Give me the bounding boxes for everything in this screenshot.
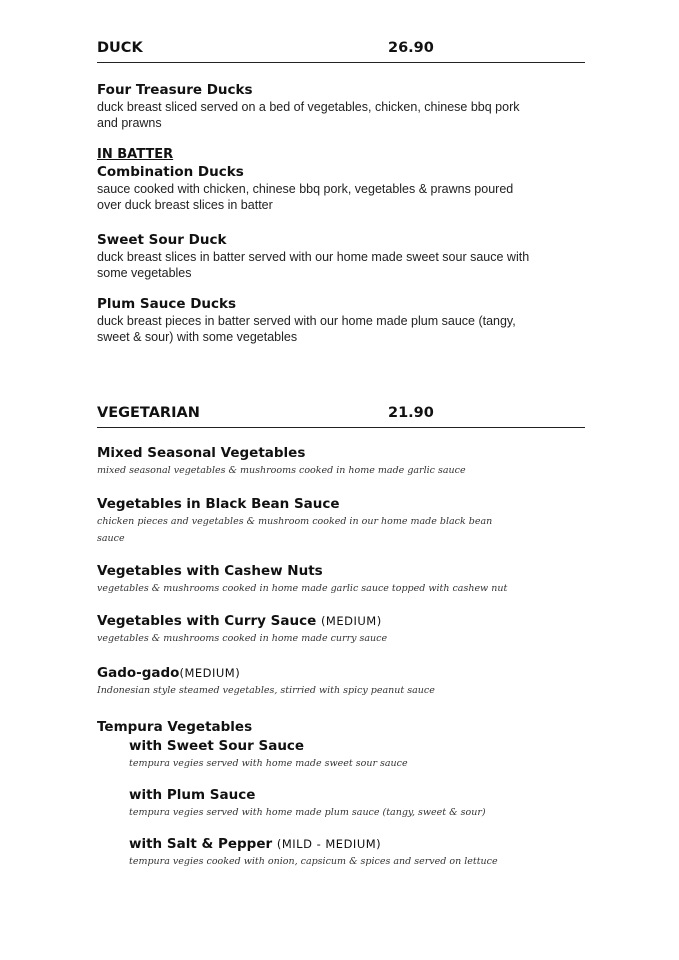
item-description: mixed seasonal vegetables & mushrooms cooked in home made garlic sauce: [97, 465, 466, 476]
tempura-option: [129, 835, 579, 870]
menu-item: [97, 718, 587, 736]
item-description: duck breast sliced served on a bed of vegetables, chicken, chinese bbq pork: [97, 100, 520, 114]
duck-section-header: [97, 40, 585, 63]
item-name: Vegetables in Black Bean Sauce: [97, 496, 340, 512]
item-description: vegetables & mushrooms cooked in home made garlic sauce topped with cashew nut: [97, 583, 508, 594]
item-description: duck breast pieces in batter served with our home made plum sauce (tangy,: [97, 314, 516, 328]
item-description: Indonesian style steamed vegetables, stirried with spicy peanut sauce: [97, 685, 435, 696]
item-description: sweet & sour) with some vegetables: [97, 330, 298, 344]
item-name: with Salt & Pepper: [129, 836, 273, 852]
item-name-row: [129, 835, 579, 853]
menu-item: [97, 562, 587, 597]
item-name: Gado-gado: [97, 665, 180, 681]
in-batter-heading: [97, 146, 587, 163]
item-description: tempura vegies cooked with onion, capsicum & spices and served on lettuce: [129, 856, 498, 867]
menu-item: [97, 231, 587, 281]
section-title: VEGETARIAN: [97, 405, 200, 421]
item-description: tempura vegies served with home made plum sauce (tangy, sweet & sour): [129, 807, 486, 818]
item-name: Vegetables with Curry Sauce: [97, 613, 317, 629]
item-name: Tempura Vegetables: [97, 719, 253, 735]
item-description: vegetables & mushrooms cooked in home made curry sauce: [97, 633, 388, 644]
item-description: some vegetables: [97, 266, 192, 280]
vegetarian-section-header: [97, 405, 585, 428]
item-name: with Plum Sauce: [129, 787, 256, 803]
tempura-option: [129, 737, 579, 772]
item-description: sauce cooked with chicken, chinese bbq pork, vegetables & prawns poured: [97, 182, 514, 196]
item-description: sauce: [97, 533, 125, 544]
section-price: 21.90: [388, 405, 434, 421]
spice-level-tag: (MEDIUM): [179, 666, 241, 680]
item-description: over duck breast slices in batter: [97, 198, 273, 212]
section-price: 26.90: [388, 40, 434, 56]
menu-item: [97, 664, 587, 699]
item-name: Mixed Seasonal Vegetables: [97, 445, 306, 461]
item-name-row: [97, 612, 587, 630]
item-name: with Sweet Sour Sauce: [129, 738, 305, 754]
tempura-option: [129, 786, 579, 821]
menu-item: [97, 612, 587, 647]
menu-item: [97, 495, 587, 547]
item-name: Combination Ducks: [97, 164, 244, 180]
item-name: Plum Sauce Ducks: [97, 296, 237, 312]
item-description: and prawns: [97, 116, 162, 130]
menu-item: [97, 295, 587, 345]
menu-item: [97, 81, 587, 131]
spice-level-tag: (MEDIUM): [320, 614, 382, 628]
subsection-heading: IN BATTER: [97, 147, 174, 162]
item-description: duck breast slices in batter served with our home made sweet sour sauce with: [97, 250, 530, 264]
menu-item: [97, 163, 587, 213]
item-description: chicken pieces and vegetables & mushroom cooked in our home made black bean: [97, 516, 493, 527]
item-name: Vegetables with Cashew Nuts: [97, 563, 323, 579]
section-title: DUCK: [97, 40, 143, 56]
item-name-row: [97, 664, 587, 682]
item-name: Four Treasure Ducks: [97, 82, 253, 98]
spice-level-tag: (MILD - MEDIUM): [276, 837, 382, 851]
item-description: tempura vegies served with home made sweet sour sauce: [129, 758, 408, 769]
item-name: Sweet Sour Duck: [97, 232, 227, 248]
menu-item: [97, 444, 587, 479]
